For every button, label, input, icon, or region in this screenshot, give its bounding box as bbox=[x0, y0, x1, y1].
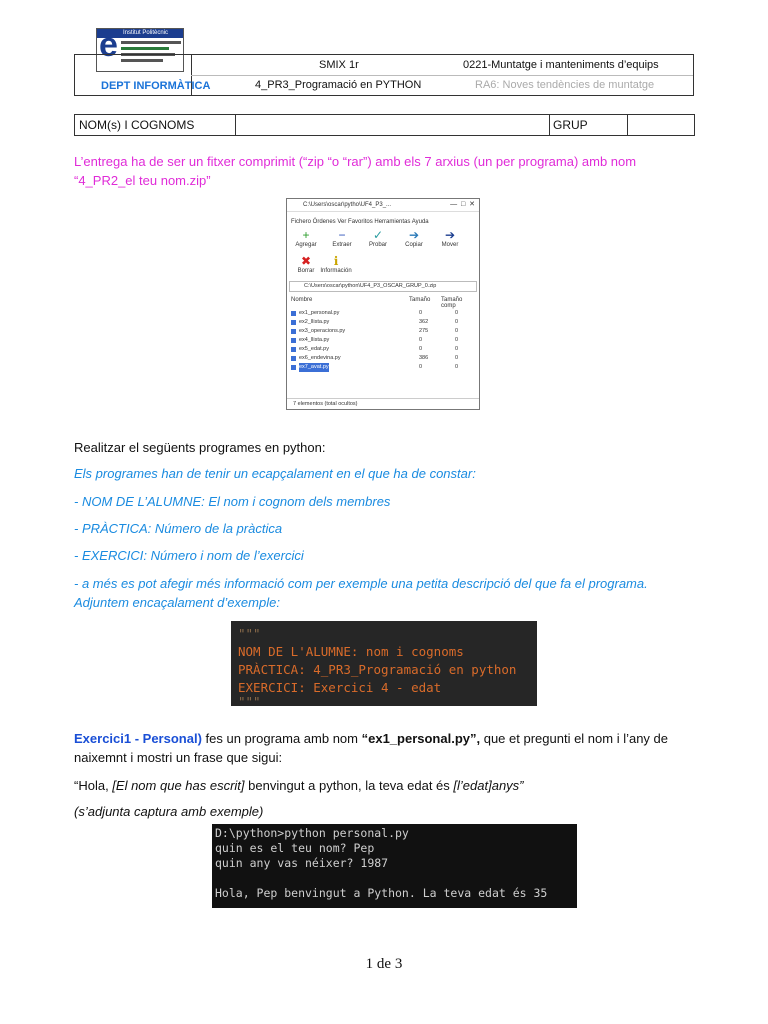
delivery-note bbox=[74, 152, 694, 190]
python-file-icon bbox=[291, 347, 296, 352]
file-name: ex6_endevina.py bbox=[299, 355, 341, 361]
file-comp-size: 0 bbox=[455, 310, 459, 316]
toolbar-label-5: Borrar bbox=[297, 268, 315, 274]
delivery-note-line1: L’entrega ha de ser un fitxer comprimit (“zip “o “rar”) amb els 7 arxius (un per programa) amb nom bbox=[74, 154, 637, 169]
console-line3: quin any vas néixer? 1987 bbox=[215, 856, 389, 870]
exercise1-line1 bbox=[74, 731, 694, 746]
file-comp-size: 0 bbox=[455, 337, 459, 343]
archive-menu: Fichero Órdenes Ver Favoritos Herramientas Ayuda bbox=[291, 219, 429, 225]
file-name: ex5_edat.py bbox=[299, 346, 329, 352]
toolbar-icon-3: ➔ bbox=[408, 228, 420, 242]
python-file-icon bbox=[291, 338, 296, 343]
toolbar-label-0: Agregar bbox=[295, 242, 317, 248]
code-quotes-start: """ bbox=[238, 626, 261, 641]
exercise1-filename: “ex1_personal.py”, bbox=[361, 731, 481, 746]
window-controls: — □ ✕ bbox=[450, 201, 475, 208]
toolbar-label-4: Mover bbox=[441, 242, 459, 248]
file-row[interactable] bbox=[291, 327, 475, 336]
toolbar-icon-4: ➔ bbox=[444, 228, 456, 242]
file-comp-size: 0 bbox=[455, 355, 459, 361]
req-line6: Adjuntem encaçalament d’exemple: bbox=[74, 595, 280, 610]
file-size: 362 bbox=[419, 319, 429, 325]
file-size: 0 bbox=[419, 364, 423, 370]
file-row[interactable] bbox=[291, 336, 475, 345]
toolbar-button-6[interactable] bbox=[319, 255, 353, 274]
toolbar-label-3: Copiar bbox=[405, 242, 423, 248]
req-line3: - PRÀCTICA: Número de la pràctica bbox=[74, 521, 283, 536]
file-row[interactable] bbox=[291, 363, 475, 372]
python-file-icon bbox=[291, 365, 296, 370]
file-row[interactable] bbox=[291, 345, 475, 354]
document-header bbox=[74, 54, 694, 96]
page-number: 1 de 3 bbox=[365, 956, 403, 972]
file-name: ex4_llista.py bbox=[299, 337, 330, 343]
practice-label: 4_PR3_Programació en PYTHON bbox=[255, 79, 422, 91]
logo-text: Institut Politècnic bbox=[123, 30, 169, 36]
console-line1: D:\python>python personal.py bbox=[215, 826, 409, 840]
file-comp-size: 0 bbox=[455, 328, 459, 334]
console-line5: Hola, Pep benvingut a Python. La teva edat és 35 bbox=[215, 886, 548, 900]
req-line5: - a més es pot afegir més informació com per exemple una petita descripció del que fa el programa. bbox=[74, 576, 648, 591]
python-file-icon bbox=[291, 320, 296, 325]
file-size: 0 bbox=[419, 310, 423, 316]
file-name: ex3_operacions.py bbox=[299, 328, 346, 334]
file-size: 275 bbox=[419, 328, 429, 334]
dept-label: DEPT INFORMÀTICA bbox=[101, 80, 211, 92]
course-label: SMIX 1r bbox=[319, 59, 359, 71]
archive-status: 7 elementos (total ocultos) bbox=[287, 398, 479, 409]
archive-window-screenshot bbox=[286, 198, 480, 410]
code-quotes-end: """ bbox=[238, 694, 261, 709]
file-row[interactable] bbox=[291, 354, 475, 363]
col-size: Tamaño bbox=[409, 297, 431, 303]
exercise1-quote bbox=[74, 778, 524, 793]
toolbar-icon-0: + bbox=[302, 228, 310, 242]
quote-mid: benvingut a python, la teva edat és bbox=[244, 778, 454, 793]
code-line-practice: PRÀCTICA: 4_PR3_Programació en python bbox=[238, 662, 517, 677]
toolbar-button-5[interactable] bbox=[289, 255, 323, 274]
console-line4 bbox=[215, 871, 574, 886]
toolbar-button-1[interactable] bbox=[325, 229, 359, 248]
python-file-icon bbox=[291, 329, 296, 334]
toolbar-icon-6: ℹ bbox=[333, 254, 339, 268]
intro-text: Realitzar el següents programes en python: bbox=[74, 440, 326, 455]
file-row[interactable] bbox=[291, 318, 475, 327]
col-comp: Tamaño comp bbox=[441, 297, 463, 309]
toolbar-label-1: Extraer bbox=[332, 242, 352, 248]
toolbar-button-2[interactable] bbox=[361, 229, 395, 248]
req-line2: - NOM DE L’ALUMNE: El nom i cognom dels membres bbox=[74, 494, 391, 509]
exercise1-line2: naixemnt i mostri un frase que sigui: bbox=[74, 750, 283, 765]
student-name-table bbox=[74, 114, 695, 136]
group-label: GRUP bbox=[553, 118, 588, 132]
quote-open: “Hola, bbox=[74, 778, 113, 793]
code-line-exercise: EXERCICI: Exercici 4 - edat bbox=[238, 680, 442, 695]
logo-e-icon: e bbox=[99, 26, 118, 64]
exercise1-text-a: fes un programa amb nom bbox=[201, 731, 362, 746]
console-line2: quin es el teu nom? Pep bbox=[215, 841, 375, 855]
col-name: Nombre bbox=[291, 297, 313, 303]
file-comp-size: 0 bbox=[455, 364, 459, 370]
module-label: 0221-Muntatge i manteniments d’equips bbox=[463, 59, 659, 71]
quote-var-age: [l’edat]anys” bbox=[453, 778, 524, 793]
toolbar-button-3[interactable] bbox=[397, 229, 431, 248]
toolbar-icon-5: ✖ bbox=[300, 254, 312, 268]
delivery-note-line2: “4_PR2_el teu nom.zip” bbox=[74, 173, 211, 188]
quote-var-name: [El nom que has escrit] bbox=[112, 778, 245, 793]
console-example bbox=[212, 824, 577, 908]
name-label: NOM(s) I COGNOMS bbox=[79, 118, 195, 132]
python-file-icon bbox=[291, 311, 296, 316]
file-row[interactable] bbox=[291, 309, 475, 318]
ra-label: RA6: Noves tendències de muntatge bbox=[475, 79, 655, 91]
req-line4: - EXERCICI: Número i nom de l’exercici bbox=[74, 548, 304, 563]
file-size: 0 bbox=[419, 337, 423, 343]
exercise1-note: (s’adjunta captura amb exemple) bbox=[74, 804, 264, 819]
archive-window-title: C:\Users\oscar\pytho\UF4_P3_... bbox=[287, 199, 479, 212]
header-example-code bbox=[231, 621, 537, 709]
exercise1-title: Exercici1 - Personal) bbox=[74, 731, 202, 746]
file-name: ex1_personal.py bbox=[299, 310, 340, 316]
toolbar-label-2: Probar bbox=[368, 242, 387, 248]
toolbar-button-0[interactable] bbox=[289, 229, 323, 248]
file-comp-size: 0 bbox=[455, 319, 459, 325]
python-file-icon bbox=[291, 356, 296, 361]
file-size: 0 bbox=[419, 346, 423, 352]
toolbar-icon-1: − bbox=[338, 228, 346, 242]
toolbar-button-4[interactable] bbox=[433, 229, 467, 248]
toolbar-label-6: Información bbox=[320, 268, 352, 274]
file-name: ex7_avat.py bbox=[299, 364, 329, 370]
archive-path: C:\Users\oscar\python\UF4_P3_OSCAR_GRUP_0.zip bbox=[289, 281, 477, 292]
file-name: ex2_llista.py bbox=[299, 319, 330, 325]
file-comp-size: 0 bbox=[455, 346, 459, 352]
toolbar-icon-2: ✓ bbox=[372, 228, 384, 242]
req-line1: Els programes han de tenir un ecapçalament en el que ha de constar: bbox=[74, 466, 476, 481]
code-line-name: NOM DE L'ALUMNE: nom i cognoms bbox=[238, 644, 464, 659]
exercise1-text-b: que et pregunti el nom i l’any de bbox=[480, 731, 669, 746]
file-size: 386 bbox=[419, 355, 429, 361]
